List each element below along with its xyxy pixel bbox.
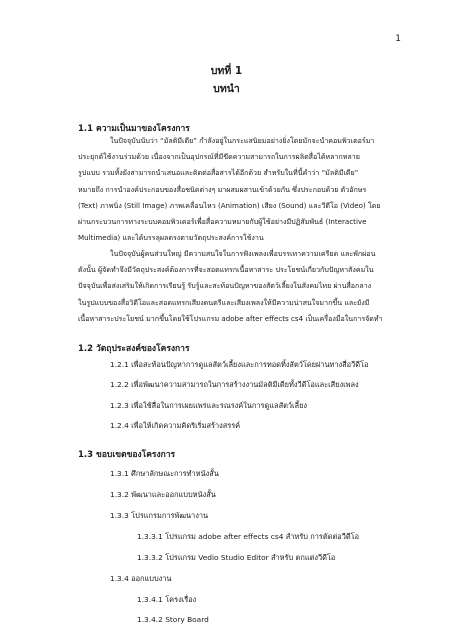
paragraph-line: ในปัจจุบันนับว่า “มัลติมีเดีย” กำลังอยู่ในกระแสนิยมอย่างยิ่งโดยมักจะนำคอมพิวเตอร์มา [110,136,375,145]
paragraph-line: เนื้อหาสาระประโยชน์ มากขึ้นโดยใช้โปรแกรม adobe after effects cs4 เป็นเครื่องมือในการจัดทำ [78,313,383,323]
scope-item: 1.3.2 พัฒนาและออกแบบหนังสั้น [110,490,216,499]
paragraph-line: หมายถึง การนำองค์ประกอบของสื่อชนิดต่างๆ มาผสมผสานเข้าด้วยกัน ซึ่งประกอบด้วย ตัวอักษร [78,184,367,194]
paragraph-line: ปัจจุบันเพื่อส่งเสริมให้เกิดการเรียนรู้ รับรู้และสะท้อนปัญหาของสัตว์เลี้ยงในสังคมไทย ผ่านสื่อกลาง [78,281,372,291]
scope-subitem: 1.3.4.1 โครงเรื่อง [137,595,197,604]
scope-subitem: 1.3.3.1 โปรแกรม adobe after effects cs4 สำหรับ การตัดต่อวีดีโอ [137,532,360,541]
scope-item: 1.3.4 ออกแบบงาน [110,574,172,583]
paragraph-line: ผ่านกระบวนการทางระบบคอมพิวเตอร์เพื่อสื่อความหมายกับผู้ใช้อย่างมีปฏิสัมพันธ์ (Interactive [78,217,367,227]
paragraph-line: Multimedia) และได้บรรลุผลตรงตามวัตถุประสงค์การใช้งาน [78,233,264,243]
paragraph-line: (Text) ภาพนิ่ง (Still Image) ภาพเคลื่อนไหว (Animation) เสียง (Sound) และวีดีโอ (Video) โดย [78,200,381,210]
paragraph-line: ในปัจจุบันผู้คนส่วนใหญ่ มีความสนใจในการฟังเพลงเพื่อบรรเทาความเครียด และพักผ่อน [110,249,376,258]
page-number: 1 [395,34,401,44]
objective-item: 1.2.2 เพื่อพัฒนาความสามารถในการสร้างงานมัลติมีเดียทั้งวีดีโอและเสียงเพลง [110,380,359,389]
paragraph-line: ดังนั้น ผู้จัดทำจึงมีวัตถุประสงค์ต้องการที่จะสอดแทรกเนื้อหาสาระ ประโยชน์เกี่ยวกับปัญหาสังคมใน [78,265,374,275]
scope-subitem: 1.3.3.2 โปรแกรม Vedio Studio Editor สำหรับ ตกแต่งวีดีโอ [137,553,336,562]
section-1-2-heading: 1.2 วัตถุประสงค์ของโครงการ [78,344,190,354]
paragraph-line: รูปแบบ รวมทั้งยังสามารถนำเสนอและติดต่อสื่อสารได้อีกด้วย สำหรับในที่นี้คำว่า “มัลติมีเดีย” [78,168,359,178]
chapter-title: บทนำ [213,83,240,95]
objective-item: 1.2.4 เพื่อให้เกิดความคิดริเริ่มสร้างสรรค์ [110,421,241,430]
scope-subitem: 1.3.4.2 Story Board [137,615,209,624]
objective-item: 1.2.3 เพื่อใช้สื่อในการเผยแพร่และรณรงค์ในการดูแลสัตว์เลี้ยง [110,401,308,410]
section-1-1-heading: 1.1 ความเป็นมาของโครงการ [78,124,190,134]
scope-item: 1.3.3 โปรแกรมการพัฒนางาน [110,511,209,520]
section-1-3-heading: 1.3 ขอบเขตของโครงการ [78,450,176,460]
paragraph-background [78,133,398,246]
paragraph-motivation [78,246,398,327]
chapter-number: บทที่ 1 [210,65,243,77]
objective-item: 1.2.1 เพื่อสะท้อนปัญหาการดูแลสัตว์เลี้ยงและการทอดทิ้งสัตว์โดยผ่านทางสื่อวีดีโอ [110,360,369,369]
paragraph-line: ประยุกต์ใช้งานร่วมด้วย เนื่องจากเป็นอุปกรณ์ที่มีขีดความสามารถในการผลิตสื่อได้หลากหลาย [78,152,360,162]
paragraph-line: ในรูปแบบของสื่อวิดีโอและสอดแทรกเสียงดนตรีและเสียงเพลงให้มีความน่าสนใจมากขึ้น และยังมี [78,297,370,307]
scope-item: 1.3.1 ศึกษาลักษณะการทำหนังสั้น [110,469,219,478]
